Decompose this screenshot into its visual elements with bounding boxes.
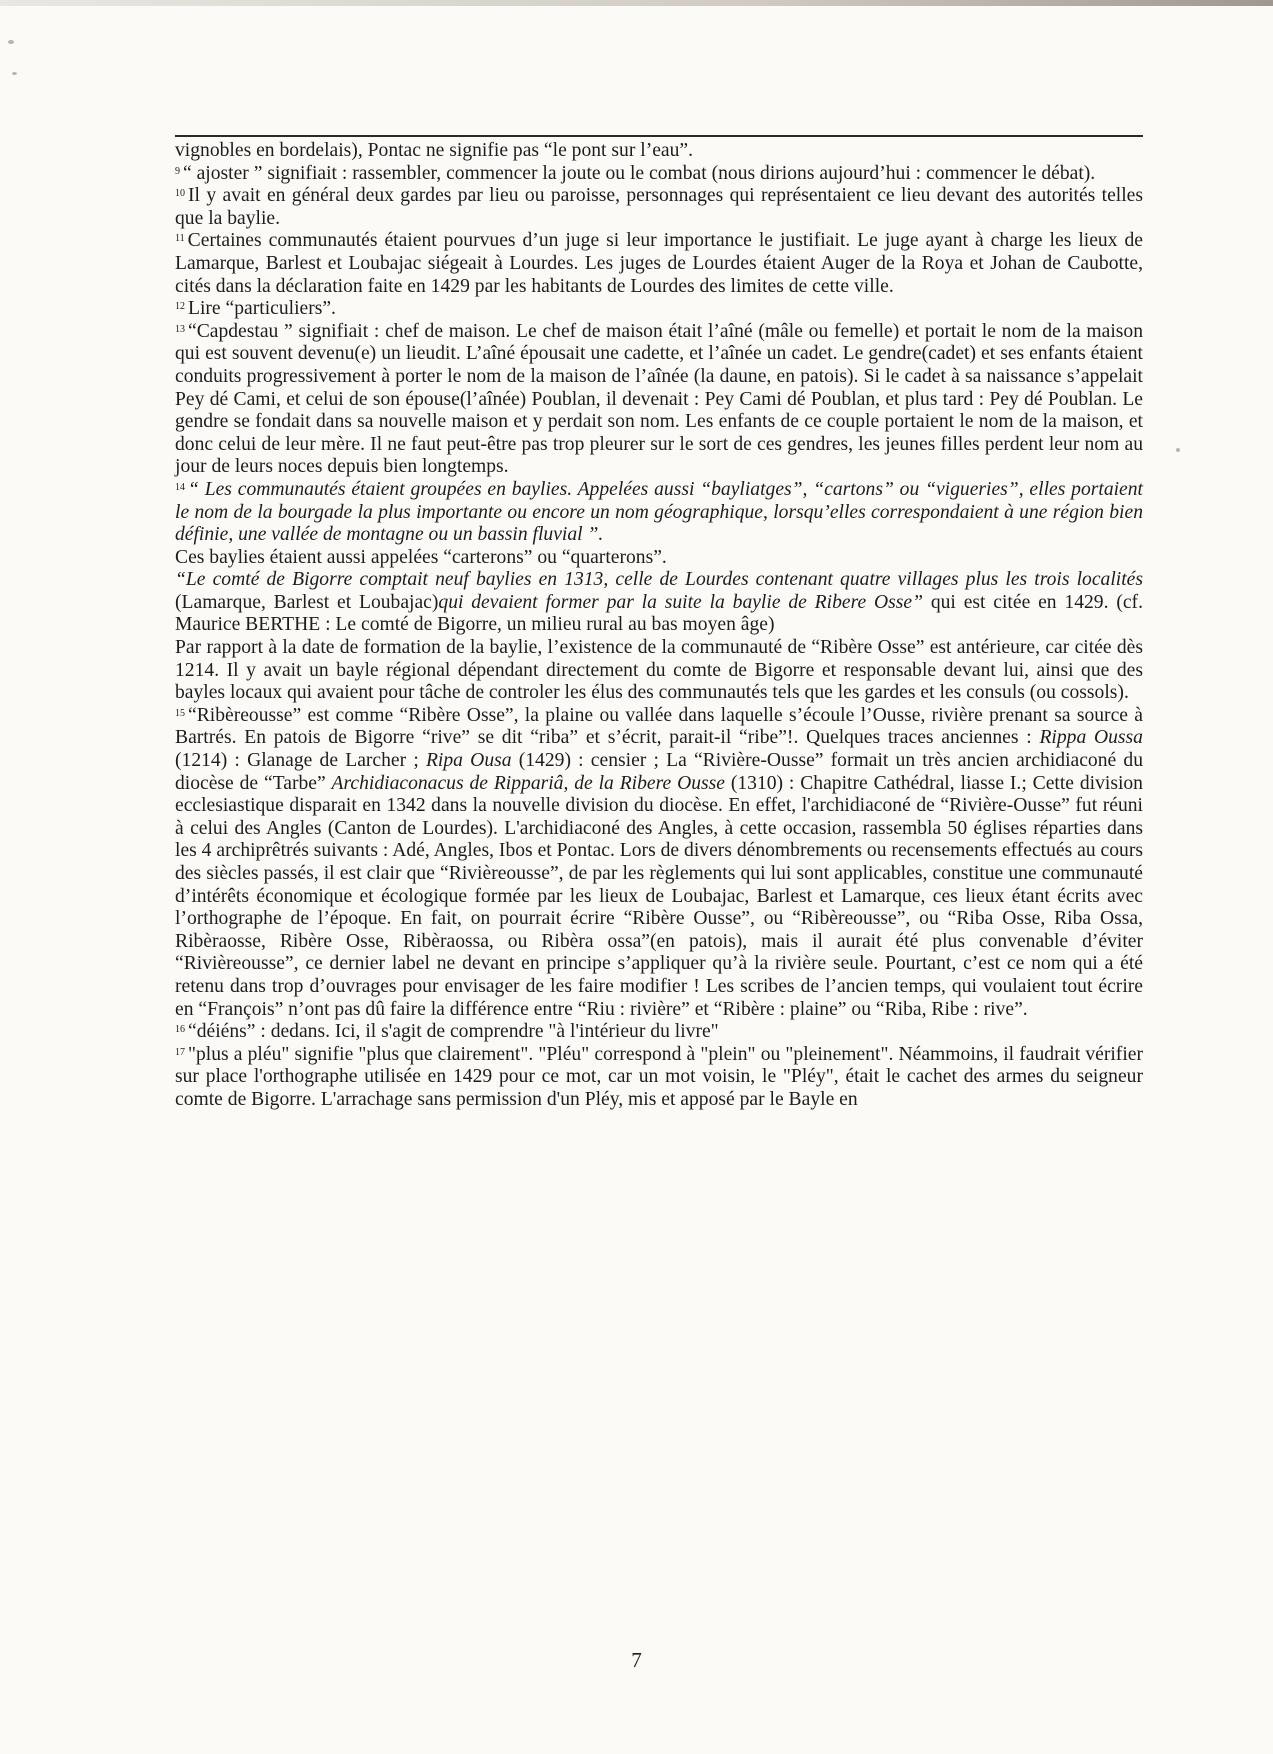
footnote-14-para: Par rapport à la date de formation de la baylie, l’existence de la communauté de “Ribère Osse” est antérieure, car citée dès 1214. Il y avait un bayle régional dépendant directement du comte de Bigorre et responsable devant lui, ainsi que des bayles locaux qui avaient pour tâche de controler les élus des communautés tels que les gardes et les consuls (ou cossols).	[175, 637, 1143, 704]
footnote-number: 13	[175, 323, 185, 335]
footnotes-block	[175, 140, 1143, 1112]
footnote-15: $^{15}$ “Ribèreousse” est comme “Ribère Osse”, la plaine ou vallée dans laquelle s’écoule l’Ousse, rivière prenant sa source à Bartrés. En patois de Bigorre “rive” se dit “riba” et s’écrit, parait-il “ribe”!. Quelques traces anciennes : Rippa Oussa (1214) : Glanage de Larcher ; Ripa Ousa (1429) : censier ; La “Rivière-Ousse” formait un très ancien archidiaconé du diocèse de “Tarbe” Archidiaconacus de Rippariâ, de la Ribere Ousse (1310) : Chapitre Cathédral, liasse I.; Cette division ecclesiastique disparait en 1342 dans la nouvelle division du diocèse. En effet, l'archidiaconé de “Rivière-Ousse” fut réuni à celui des Angles (Canton de Lourdes). L'archidiaconé des Angles, à cette occasion, rassembla 50 églises réparties dans les 4 archiprêtrés suivants : Adé, Angles, Ibos et Pontac. Lors de divers dénombrements ou recensements effectués au cours des siècles passés, il est clair que “Rivièreousse”, de par les règlements qui lui sont applicables, constitue une communauté d’intérêts économique et écologique formée par les lieux de Loubajac, Barlest et Lamarque, ces lieux étant écrits avec l’orthographe de l’époque. En fait, on pourrait écrire “Ribère Ousse”, ou “Ribèreousse”, ou “Riba Osse, Riba Ossa, Ribèraosse, Ribère Osse, Ribèraossa, ou Ribèra ossa”(en patois), mais il aurait été plus convenable d’éviter “Rivièreousse”, ce dernier label ne devant en principe s’appliquer qu’à la rivière seule. Pourtant, c’est ce nom qui a été retenu dans trop d’ouvrages pour envisager de les faire modifier ! Les scribes de l’ancien temps, qui voulaient tout écrire en “François” n’ont pas dû faire la différence entre “Riu : rivière” et “Ribère : plaine” ou “Riba, Ribe : rive”.	[175, 704, 1143, 1020]
footnote-14-cont: Ces baylies étaient aussi appelées “carterons” ou “quarterons”.	[175, 546, 667, 568]
footnote-16: $^{16}$ “déiéns” : dedans. Ici, il s'agit de comprendre "à l'intérieur du livre"	[175, 1021, 719, 1043]
footnote-number: 14	[175, 481, 185, 493]
footnote-12: $^{12}$ Lire “particuliers”.	[175, 298, 336, 320]
footnote-continuation: vignobles en bordelais), Pontac ne signifie pas “le pont sur l’eau”.	[175, 140, 694, 161]
scan-speck	[1176, 448, 1180, 452]
footnote-number: 16	[175, 1024, 185, 1036]
scan-speck	[12, 72, 17, 75]
scan-speck	[8, 40, 14, 44]
footnote-14: $^{14}$ “ Les communautés étaient groupées en baylies. Appelées aussi “bayliatges”, “cartons” ou “vigueries”, elles portaient le nom de la bourgade la plus importante ou encore un nom géographique, lorsqu’elles correspondaient à une région bien définie, une vallée de montagne ou un bassin fluvial ”.	[175, 478, 1143, 546]
footnote-11: $^{11}$ Certaines communautés étaient pourvues d’un juge si leur importance le justifiait. Le juge ayant à charge les lieux de Lamarque, Barlest et Loubajac siégeait à Lourdes. Les juges de Lourdes étaient Auger de la Roya et Johan de Caubotte, cités dans la déclaration faite en 1429 par les habitants de Lourdes des limites de cette ville.	[175, 230, 1143, 297]
scan-edge	[0, 0, 1273, 6]
footnote-17: $^{17}$ "plus a pléu" signifie "plus que clairement". "Pléu" correspond à "plein" ou "pleinement". Néammoins, il faudrait vérifier sur place l'orthographe utilisée en 1429 pour ce mot, car un mot voisin, le "Pléy", était le cachet des armes du seigneur comte de Bigorre. L'arrachage sans permission d'un Pléy, mis et apposé par le Bayle en	[175, 1043, 1143, 1110]
top-rule	[175, 135, 1143, 137]
footnote-number: 17	[175, 1046, 185, 1058]
footnote-number: 9	[175, 165, 180, 177]
footnote-number: 12	[175, 301, 185, 313]
footnote-number: 15	[175, 707, 185, 719]
footnote-9: $^9$ “ ajoster ” signifiait : rassembler, commencer la joute ou le combat (nous dirions aujourd’hui : commencer le débat).	[175, 162, 1096, 184]
footnote-14-quote: “Le comté de Bigorre comptait neuf baylies en 1313, celle de Lourdes contenant quatre villages plus les trois localités (Lamarque, Barlest et Loubajac)qui devaient former par la suite la baylie de Ribere Osse” qui est citée en 1429. (cf. Maurice BERTHE : Le comté de Bigorre, un milieu rural au bas moyen âge)	[175, 569, 1143, 636]
footnote-10: $^{10}$ Il y avait en général deux gardes par lieu ou paroisse, personnages qui représentaient ce lieu devant des autorités telles que la baylie.	[175, 185, 1143, 229]
page-number: 7	[631, 1648, 642, 1672]
footnote-number: 10	[175, 188, 185, 200]
footnote-number: 11	[175, 233, 185, 245]
footnote-13: $^{13}$ “Capdestau ” signifiait : chef de maison. Le chef de maison était l’aîné (mâle ou femelle) et portait le nom de la maison qui est souvent devenu(e) un lieudit. L’aîné épousait une cadette, et l’aînée un cadet. Le gendre(cadet) et ses enfants étaient conduits progressivement à porter le nom de la maison de l’aînée (la daune, en patois). Si le cadet à sa naissance s’appelait Pey dé Cami, et celui de son épouse(l’aînée) Poublan, il devenait : Pey Cami dé Poublan, et plus tard : Pey dé Poublan. Le gendre se fondait dans sa nouvelle maison et y perdait son nom. Les enfants de ce couple portaient le nom de la maison, et donc celui de leur mère. Il ne faut peut-être pas trop pleurer sur le sort de ces gendres, les jeunes filles perdent leur nom au jour de leurs noces depuis bien longtemps.	[175, 320, 1143, 478]
